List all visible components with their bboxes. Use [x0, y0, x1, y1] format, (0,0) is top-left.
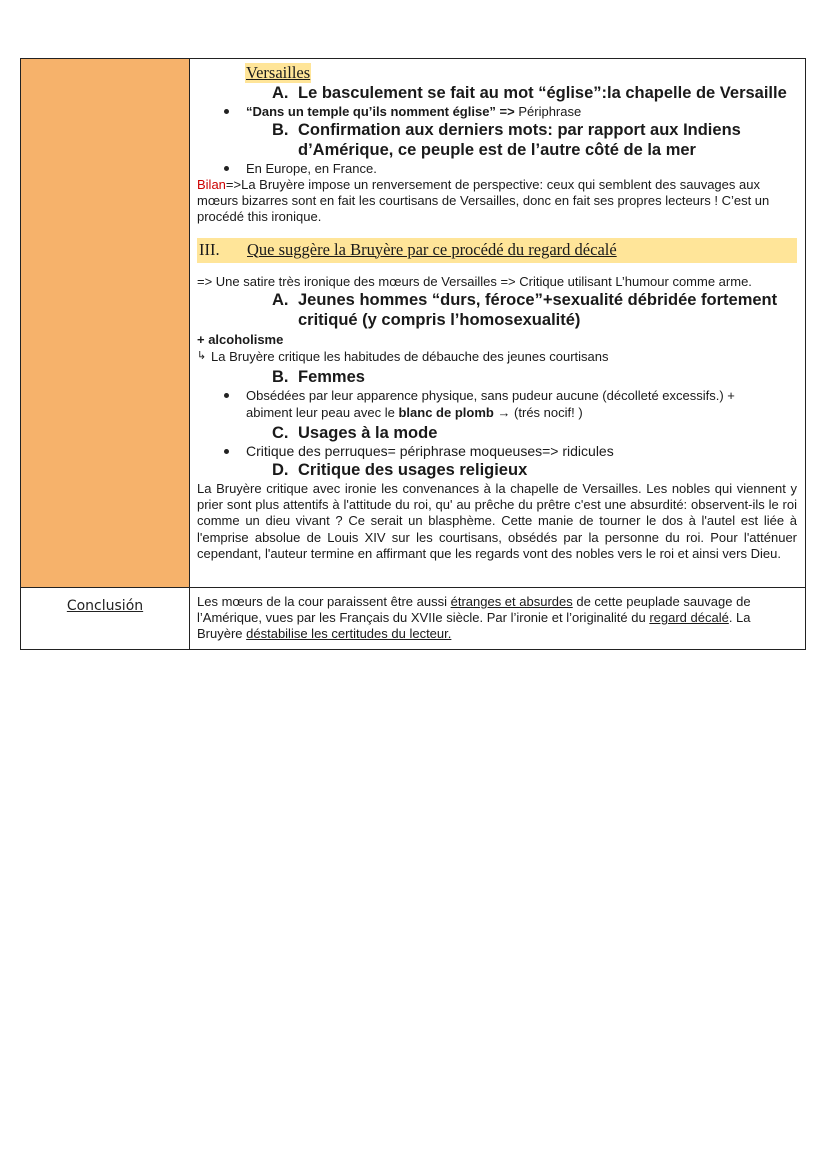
subheading-3c: C. Usages à la mode	[272, 424, 438, 443]
section3-intro: => Une satire très ironique des mœurs de Versailles => Critique utilisant L’humour comme arme.	[197, 273, 752, 289]
alcohol-line: + alcoholisme	[197, 331, 284, 347]
development-cell	[190, 59, 806, 588]
bullet-list-2b	[197, 160, 797, 177]
section3-paragraph: La Bruyère critique avec ironie les convenances à la chapelle de Versailles. Les nobles qui viennent y prier sont plus attentifs à l'attitude du roi, qu' au prêche du prêtre c'est une absurdité: observent-ils le roi comme un dieu vivant ? Ce serait un blasphème. Cette manie de tourner le dos à l'autel est liée à l'emprise absolue de Louis XIV sur les courtisans, obsédés par la personne du roi. Pour l'atténuer cependant, l'auteur termine en affirmant que les regards vont des nobles vers le roi et ainsi vers Dieu.	[197, 481, 797, 561]
bullet-list-3c	[197, 443, 797, 460]
bullet-2b: En Europe, en France.	[222, 160, 797, 177]
bilan-label: Bilan	[197, 177, 226, 192]
bullet-list-3b	[197, 387, 797, 421]
arrow-subline: ↳ La Bruyère critique les habitudes de débauche des jeunes courtisans	[197, 349, 609, 365]
row-conclusion	[21, 588, 806, 650]
row-development	[21, 59, 806, 588]
left-column-cell	[21, 59, 190, 588]
subheading-3b: B. Femmes	[272, 368, 365, 387]
conclusion-label-cell	[21, 588, 190, 650]
section3-heading: III. Que suggère la Bruyère par ce procédé du regard décalé	[197, 238, 797, 263]
subheading-3a: A. Jeunes hommes “durs, féroce”+sexualité débridée fortement critiqué (y compris l’homosexualité)	[272, 290, 778, 329]
bullet-3c: Critique des perruques= périphrase moqueuses=> ridicules	[222, 443, 797, 460]
conclusion-label: Conclusión	[66, 598, 144, 614]
bullet-2a: “Dans un temple qu’ils nomment église” => Périphrase	[222, 103, 797, 120]
subheading-2b: B. Confirmation aux derniers mots: par rapport aux Indiens d’Amérique, ce peuple est de l’autre côté de la mer	[272, 121, 741, 159]
section2-title-fragment: Versailles	[246, 63, 311, 82]
bilan-paragraph: Bilan=>La Bruyère impose un renversement de perspective: ceux qui semblent des sauvages aux mœurs bizarres sont en fait les courtisans de Versailles, donc en fait ses propres lecteurs ! C’est un procédé this ironique.	[197, 177, 770, 225]
subheading-2a: A. Le basculement se fait au mot “église”:la chapelle de Versaille	[272, 84, 787, 102]
conclusion-paragraph: Les mœurs de la cour paraissent être aussi étranges et absurdes de cette peuplade sauvage de l’Amérique, vues par les Français du XVIIe siècle. Par l’ironie et l’originalité du regard décalé. La Bruyère déstabilise les certitudes du lecteur.	[197, 594, 751, 642]
bullet-3b: Obsédées par leur apparence physique, sans pudeur aucune (décolleté excessifs.) + abiment leur peau avec le blanc de plomb → (trés nocif! )	[222, 387, 776, 421]
conclusion-cell	[190, 588, 806, 650]
subheading-3d: D. Critique des usages religieux	[272, 461, 528, 480]
bullet-list-2a	[197, 103, 797, 120]
return-arrow-icon: ↳	[197, 350, 207, 363]
notes-table	[20, 58, 806, 650]
